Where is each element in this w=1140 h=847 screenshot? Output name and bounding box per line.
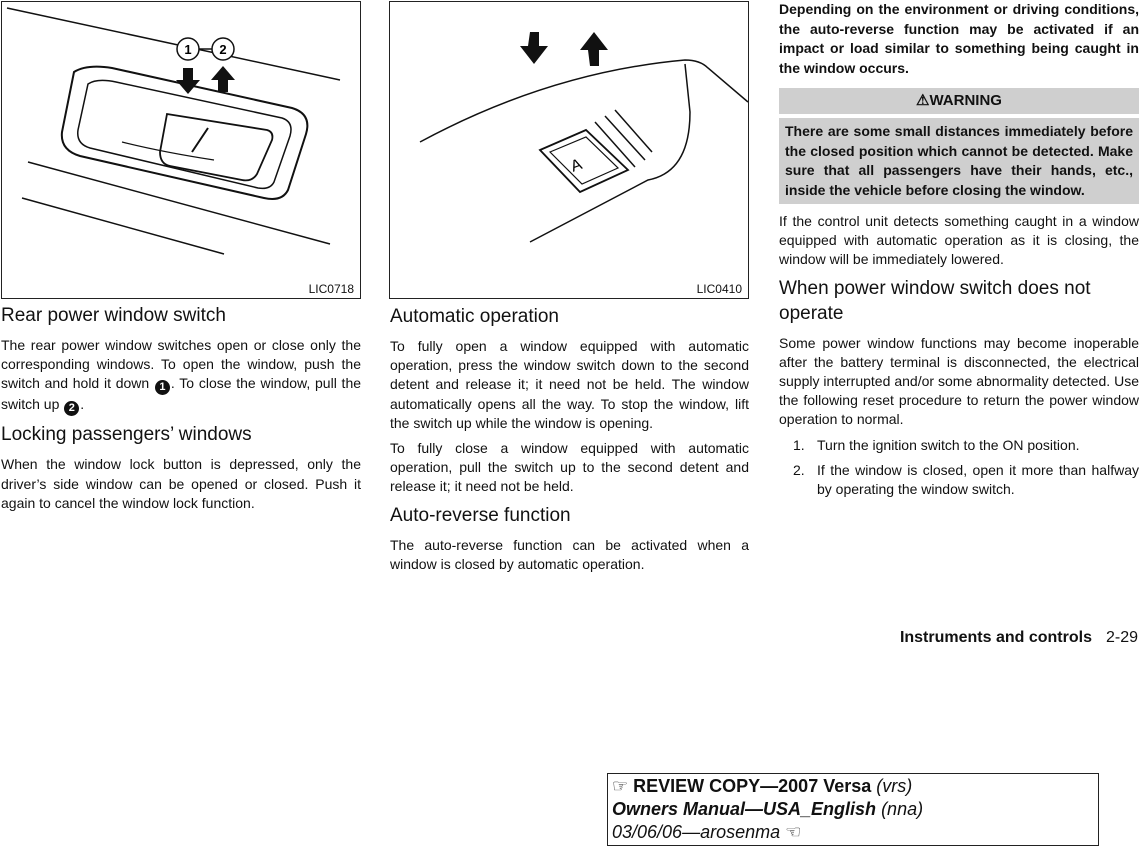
heading-locking-windows: Locking passengers’ windows: [1, 424, 252, 446]
heading-rear-power-window: Rear power window switch: [1, 305, 226, 326]
figure-code: LIC0410: [696, 282, 742, 296]
rear-switch-illustration: [2, 2, 360, 298]
figure-automatic-switch: [389, 1, 749, 299]
warning-icon: ⚠: [916, 92, 930, 109]
paragraph-control-unit: If the control unit detects something caught in a window equipped with automatic operation as it is closing, the window will be immediately lowered.: [779, 213, 1139, 268]
paragraph-rear-power: The rear power window switches open or close only the corresponding windows. To open the window, push the switch and hold it down 1 . To close the window, pull the switch up 2 .: [1, 337, 362, 415]
arrow-up-icon: [211, 66, 235, 92]
pointing-hand-left-icon: ☜: [780, 822, 802, 842]
review-copy-box: ☞ REVIEW COPY—2007 Versa (vrs) Owners Manual—USA_English (nna) 03/06/06—arosenma ☜: [607, 773, 1099, 846]
switch-letter: A: [568, 155, 585, 176]
reset-steps: [779, 436, 1139, 500]
page-footer: [900, 629, 1138, 647]
paragraph-locking: When the window lock button is depressed, only the driver’s side window can be opened or closed. Push it again to cancel the window lock function.: [1, 456, 361, 511]
paragraph-auto-reverse: The auto-reverse function can be activated when a window is closed by automatic operation.: [390, 536, 749, 572]
page-number: 2-29: [1105, 629, 1138, 646]
paragraph-reset: Some power window functions may become inoperable after the battery terminal is disconnected, the electrical supply interrupted and/or some abnormality detected. Use the following reset procedure to return the power window operation to normal.: [779, 334, 1139, 428]
figure-rear-window-switch: [1, 1, 361, 299]
column-1: [1, 303, 361, 519]
heading-automatic-operation: Automatic operation: [390, 306, 559, 327]
arrow-down-icon: [176, 68, 200, 94]
auto-switch-illustration: [390, 2, 748, 298]
section-name: Instruments and controls: [899, 629, 1092, 646]
warning-body: There are some small distances immediately before the closed position which cannot be detected. Make sure that all passengers have their hands, etc., inside the vehicle before closing the window.: [779, 118, 1139, 204]
arrow-down-icon: [520, 32, 548, 64]
callout-2: 2: [219, 42, 227, 57]
paragraph-environment: Depending on the environment or driving conditions, the auto-reverse function may be activated if an impact or load similar to something being caught in the window occurs.: [779, 1, 1139, 76]
heading-switch-not-operate: When power window switch does not operate: [779, 277, 1091, 324]
arrow-up-icon: [580, 32, 608, 66]
list-item: 2. If the window is closed, open it more than halfway by operating the window switch.: [793, 461, 1139, 498]
callout-2-icon: 2: [64, 401, 79, 416]
column-2: [390, 304, 749, 580]
warning-header: ⚠WARNING: [779, 88, 1139, 114]
callout-1: 1: [184, 42, 192, 57]
figure-code: LIC0718: [308, 282, 354, 296]
pointing-hand-icon: ☞: [612, 776, 634, 796]
callout-1-icon: 1: [155, 380, 170, 395]
column-3: [779, 0, 1139, 505]
paragraph-auto-close: To fully close a window equipped with automatic operation, pull the switch up to the second detent and release it; it need not be held.: [390, 440, 749, 495]
list-item: 1. Turn the ignition switch to the ON position.: [793, 436, 1080, 453]
heading-auto-reverse: Auto-reverse function: [390, 504, 571, 526]
paragraph-auto-open: To fully open a window equipped with automatic operation, press the window switch down to the second detent and release it; it need not be held. The window automatically opens all the way. To stop the window, lift the switch up while the window is opening.: [390, 338, 749, 431]
